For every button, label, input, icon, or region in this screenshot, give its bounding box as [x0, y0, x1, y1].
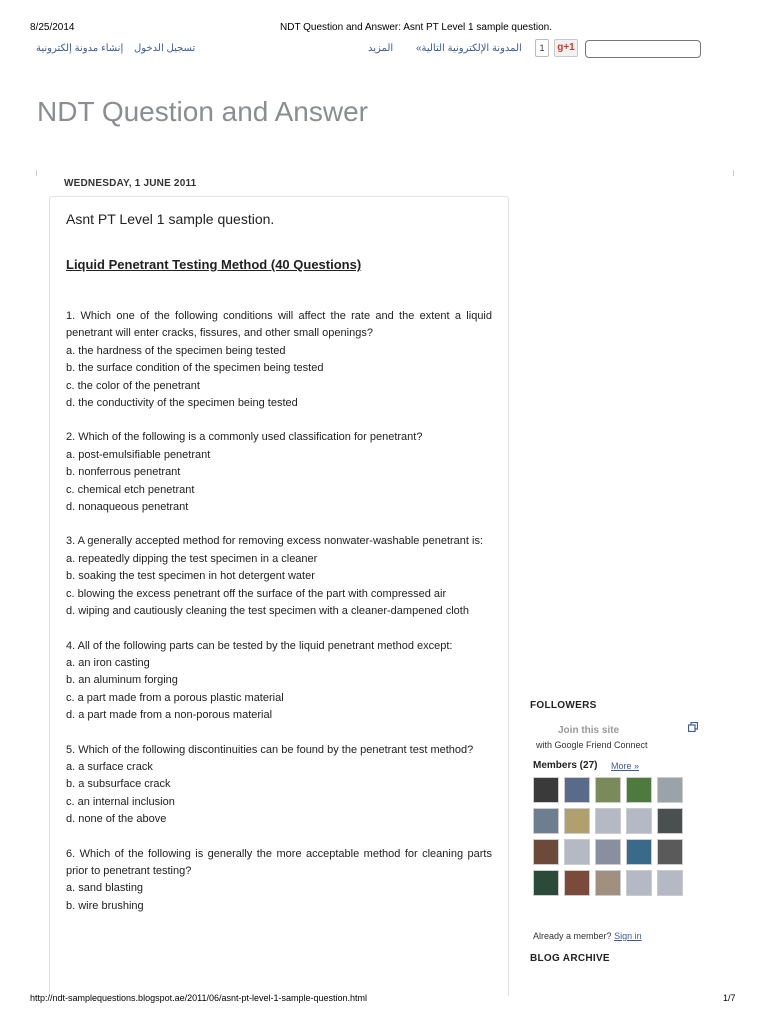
sign-in-link-sidebar[interactable]: Sign in: [614, 931, 642, 941]
answer-option: b. an aluminum forging: [66, 674, 178, 687]
question-item: [66, 429, 492, 516]
question-list: [66, 308, 492, 915]
followers-heading: FOLLOWERS: [530, 700, 597, 711]
sign-in-link[interactable]: تسجيل الدخول: [134, 43, 196, 54]
avatar[interactable]: [564, 839, 590, 865]
post-date-header: WEDNESDAY, 1 JUNE 2011: [64, 178, 197, 189]
print-page-title: NDT Question and Answer: Asnt PT Level 1 sample question.: [280, 22, 553, 33]
answer-option: d. nonaqueous penetrant: [66, 501, 189, 514]
blog-post: [49, 196, 509, 996]
gplus-button[interactable]: g+1: [554, 39, 578, 57]
question-item: [66, 846, 492, 916]
answer-option: c. a part made from a porous plastic material: [66, 691, 284, 704]
answer-option: d. a part made from a non-porous material: [66, 709, 273, 722]
answer-option: b. soaking the test specimen in hot detergent water: [66, 570, 315, 583]
question-text: 3. A generally accepted method for removing excess nonwater-washable penetrant is:: [66, 535, 484, 548]
answer-option: c. an internal inclusion: [66, 795, 175, 808]
content-divider: [36, 170, 734, 176]
navbar-blog-links: [368, 43, 542, 54]
question-text: 2. Which of the following is a commonly used classification for penetrant?: [66, 431, 423, 444]
question-text: 6. Which of the following is generally the more acceptable method for cleaning parts prior to penetrant testing?: [66, 847, 492, 877]
navbar-account-links: [36, 43, 203, 54]
avatar[interactable]: [533, 808, 559, 834]
more-members-link[interactable]: More »: [611, 761, 640, 771]
avatar[interactable]: [657, 839, 683, 865]
answer-option: b. a subsurface crack: [66, 778, 171, 791]
member-avatar-grid: [533, 777, 688, 896]
blog-title[interactable]: NDT Question and Answer: [37, 96, 368, 127]
answer-option: c. chemical etch penetrant: [66, 483, 195, 496]
question-text: 4. All of the following parts can be tested by the liquid penetrant method except:: [66, 639, 453, 652]
avatar[interactable]: [626, 777, 652, 803]
popout-icon[interactable]: [688, 722, 698, 732]
avatar[interactable]: [595, 808, 621, 834]
avatar[interactable]: [657, 777, 683, 803]
gplus-count: 1: [535, 39, 549, 57]
section-title: Liquid Penetrant Testing Method (40 Questions): [66, 257, 362, 272]
print-header: [0, 0, 768, 34]
print-url: http://ndt-samplequestions.blogspot.ae/2011/06/asnt-pt-level-1-sample-question.html: [30, 993, 368, 1003]
blog-archive-heading: BLOG ARCHIVE: [530, 953, 610, 964]
avatar[interactable]: [564, 870, 590, 896]
blogger-navbar: [30, 38, 740, 64]
answer-option: a. sand blasting: [66, 882, 144, 895]
gfc-text: with Google Friend Connect: [536, 740, 648, 750]
answer-option: d. none of the above: [66, 813, 167, 826]
answer-option: a. the hardness of the specimen being tested: [66, 344, 286, 357]
post-title: Asnt PT Level 1 sample question.: [66, 211, 275, 227]
avatar[interactable]: [657, 870, 683, 896]
create-blog-link[interactable]: إنشاء مدونة إلكترونية: [36, 43, 124, 54]
question-item: [66, 742, 492, 829]
sidebar: [530, 700, 730, 941]
question-text: 1. Which one of the following conditions will affect the rate and the extent a liquid penetrant will enter cracks, fissures, and other small openings?: [66, 310, 492, 340]
search-input[interactable]: [585, 40, 701, 58]
answer-option: c. blowing the excess penetrant off the surface of the part with compressed air: [66, 587, 447, 600]
question-text: 5. Which of the following discontinuities can be found by the penetrant test method?: [66, 743, 474, 756]
members-count: Members (27): [533, 760, 598, 771]
answer-option: a. a surface crack: [66, 760, 153, 773]
answer-option: b. wire brushing: [66, 899, 144, 912]
avatar[interactable]: [595, 839, 621, 865]
avatar[interactable]: [533, 870, 559, 896]
avatar[interactable]: [595, 870, 621, 896]
answer-option: c. the color of the penetrant: [66, 379, 200, 392]
avatar[interactable]: [533, 839, 559, 865]
print-page-number: 1/7: [723, 993, 736, 1003]
answer-option: b. the surface condition of the specimen being tested: [66, 362, 324, 375]
avatar[interactable]: [533, 777, 559, 803]
already-member-line: [533, 931, 642, 941]
question-item: [66, 638, 492, 725]
answer-option: d. the conductivity of the specimen being tested: [66, 397, 298, 410]
more-link[interactable]: المزيد: [368, 43, 394, 54]
followers-widget: [530, 725, 730, 941]
answer-option: a. repeatedly dipping the test specimen in a cleaner: [66, 552, 318, 565]
avatar[interactable]: [564, 777, 590, 803]
avatar[interactable]: [564, 808, 590, 834]
avatar[interactable]: [626, 808, 652, 834]
question-item: [66, 533, 492, 620]
join-site-button[interactable]: Join this site: [558, 725, 620, 736]
question-item: [66, 308, 492, 412]
print-date: 8/25/2014: [30, 22, 75, 33]
answer-option: d. wiping and cautiously cleaning the test specimen with a cleaner-dampened cloth: [66, 605, 469, 618]
answer-option: b. nonferrous penetrant: [66, 466, 181, 479]
answer-option: a. an iron casting: [66, 656, 150, 669]
avatar[interactable]: [626, 839, 652, 865]
already-member-text: Already a member?: [533, 931, 612, 941]
avatar[interactable]: [657, 808, 683, 834]
avatar[interactable]: [626, 870, 652, 896]
answer-option: a. post-emulsifiable penetrant: [66, 448, 211, 461]
next-blog-link[interactable]: المدونة الإلكترونية التالية»: [415, 43, 522, 54]
avatar[interactable]: [595, 777, 621, 803]
